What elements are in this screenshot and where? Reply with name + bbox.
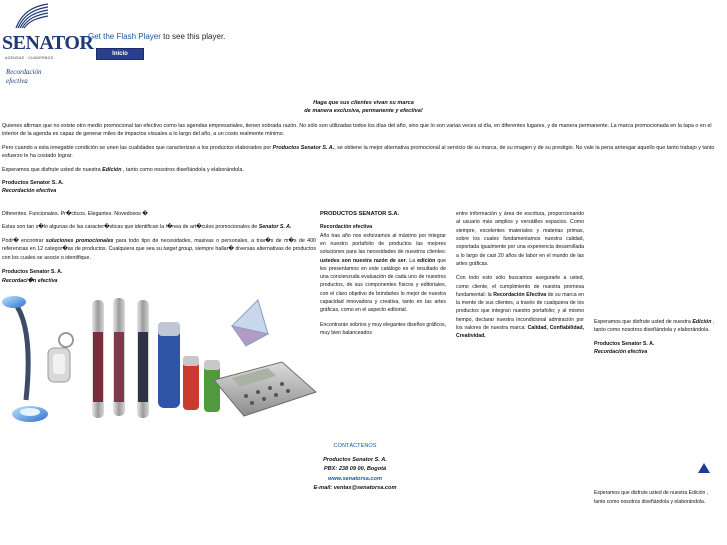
intro-p2-company: Productos Senator S. A.	[272, 144, 335, 151]
desk-lamp-icon	[2, 296, 48, 422]
right-column	[456, 210, 584, 341]
contact-pbx: PBX: 238 09 00, Bogotá	[323, 466, 387, 473]
right-paragraph-2	[456, 274, 584, 341]
contact-website-link[interactable]: www.senatorsa.com	[328, 475, 382, 482]
left-column	[2, 210, 316, 285]
middle-subtitle: Recordación efectiva	[320, 224, 373, 231]
logo-tagline: Recordación efectiva	[6, 68, 42, 86]
logo-swoosh-icon	[12, 2, 52, 32]
far2-line-2: tanto como nosotros diseñándola y elaborándola.	[594, 498, 706, 505]
headline-line-1: Haga que sus clientes vivan su marca	[313, 100, 414, 106]
intro-paragraph-3	[2, 166, 724, 174]
far-right-column	[594, 318, 725, 357]
intro-p3-edition: Edición	[102, 166, 122, 173]
far-p1-text-a: Esperamos que disfrute usted de nuestra	[594, 319, 693, 325]
right-p2-effective: Recordación Efectiva	[493, 291, 547, 298]
left-features-line: Diferentes. Funcionales. Pr�cticos. Elegantes. Novedosos �	[2, 211, 148, 217]
far-right-lower	[594, 489, 725, 507]
inicio-button[interactable]: Inicio	[96, 48, 144, 60]
contact-link[interactable]: CONTÁCTENOS	[333, 443, 377, 449]
left-p2-company: Senator S. A.	[258, 224, 292, 231]
right-paragraph-1: entre información y área de escritura, proporcionando al usuario más amplios y versátiles espacios. Como siempre, excelentes materiales y materias primas, sobre los cuales fundamentamos nuestra calidad, soportada igualmente por una experiencia desarrollada a lo largo de casi 20 años de labor en el mundo de las artes gráficas.	[456, 211, 584, 267]
middle-paragraph-1	[320, 232, 446, 315]
left-p3-text-c: para todo tipo de necesidades, masivas o personales, a trav�s de m�s de 400 referencias en 12 categor�as de productos. Cualquiera que sea su	[2, 237, 316, 253]
left-p2-text-a: Estas son tan s�lo algunas de las caracter�sticas que identifican la l�nea de art�culos promocionales de	[2, 224, 259, 231]
flash-notice	[88, 32, 225, 43]
intro-paragraph-2	[2, 144, 724, 161]
middle-p1-edition: edición	[417, 257, 436, 264]
far-p1-edition: Edición	[692, 319, 712, 325]
right-p2-text-c: de su marca en la mente de sus clientes, a través de cualquiera de los productos que integran nuestro portafolio; y al mismo tiempo, declarar nuestra incondicional admiración por los valores de nuestra marca:	[456, 291, 584, 332]
glass-pyramid-icon	[232, 300, 268, 346]
contact-block	[280, 442, 430, 493]
left-p3-text-e: , siempre hallar� diversas alternativas de productos con los cuales se asocie o identifique.	[2, 246, 316, 261]
middle-paragraph-2: Encontrarán sobrios y muy elegantes diseños gráficos, muy bien balanceados	[320, 321, 447, 337]
flash-notice-text: to see this player.	[160, 32, 226, 41]
left-p3-solutions: soluciones promocionales	[45, 237, 114, 244]
right-p2-values: Calidad, Confiabilidad, Creatividad.	[456, 325, 584, 340]
headline-line-2: de manera exclusiva, permanente y efectiva!	[304, 107, 423, 114]
left-paragraph-3	[2, 237, 316, 262]
middle-p1-reason: ustedes son nuestra razón de ser	[320, 257, 406, 264]
far-signature-tagline: Recordación efectiva	[594, 349, 648, 356]
intro-p3-text-c: , tanto como nosotros diseñándola y elaborándola.	[121, 166, 244, 173]
intro-signature-company: Productos Senator S. A.	[2, 179, 64, 186]
intro-p3-text-a: Esperamos que disfrute usted de nuestra	[2, 166, 103, 173]
far-p1-text-c: , tanto como nosotros diseñándola y elaborándola.	[594, 319, 715, 334]
middle-p1-text-a: Año tras año nos esforzamos al máximo por integrar en nuestro portafolio de productos las mejores soluciones para las necesidades de nuestros clientes:	[320, 232, 446, 256]
logo-brand: SENATOR	[2, 32, 94, 54]
logo-subtitle: AGENDAS · CUADERNOS	[5, 56, 54, 60]
left-signature-company: Productos Senator S. A.	[2, 269, 63, 276]
left-signature-tagline: Recordaci�n efectiva	[2, 277, 58, 284]
senator-logo[interactable]	[2, 2, 94, 86]
middle-p1-text-c: . La	[405, 257, 418, 264]
pens-icon	[92, 298, 149, 418]
intro-paragraph-1: Quienes afirman que no existe otro medio promocional tan efectivo como las agendas empresariales, tienen sobrada razón. No sólo son utilizadas todos los días del año, sino que lo son varias veces al día, en diferentes lugares, y de manera permanente. La marca promocionada en la tapa o en el interior de la agenda es capaz de generar miles de impactos visuales a lo largo del año, a un costo realmente mínimo.	[2, 123, 712, 138]
right-p2-text-a: Con todo esto sólo buscamos asegurarle a usted, como cliente, el cumplimiento de nuestra promesa fundamental: la	[456, 275, 584, 298]
contact-email[interactable]: E-mail: ventas@senatorsa.com	[313, 484, 397, 491]
left-p3-target: target group	[163, 246, 193, 253]
calculator-icon	[214, 362, 316, 416]
scroll-to-top-icon[interactable]	[698, 463, 710, 473]
middle-title: PRODUCTOS SENATOR S.A.	[320, 211, 400, 217]
promotional-products-image	[0, 292, 318, 432]
get-flash-player-link[interactable]: Get the Flash Player	[88, 32, 161, 41]
far-signature-company: Productos Senator S. A.	[594, 340, 655, 347]
left-p3-text-a: Podr� encontrar	[2, 237, 46, 244]
intro-p2-text-c: , se obtiene la mejor alternativa promocional al servicio de su marca, de su imagen y de su prestigio. No vale la pena arriesgar aquello que tanto trabajo y tanto esfuerzo le ha costado lograr.	[2, 144, 715, 160]
middle-column	[320, 210, 446, 337]
contact-company: Productos Senator S. A.	[323, 457, 387, 464]
intro-section	[2, 122, 724, 196]
keychain-icon	[48, 333, 73, 382]
far-paragraph	[594, 318, 725, 335]
intro-signature-tagline: Recordación efectiva	[2, 188, 57, 195]
headline	[0, 100, 727, 115]
thermos-icon	[158, 322, 220, 412]
middle-p1-text-e: que les presentamos en este catálogo es el resultado de una concienzuda evaluación de cada uno de nuestros productos, de sus componentes físicos y editoriales, con el claro objetivo de brindarles lo mejor de nuestra capacidad innovadora y creativa, tanto en las artes gráficas, como en el aspecto editorial.	[320, 257, 446, 314]
left-paragraph-2	[2, 223, 316, 231]
far2-line-1: Esperamos que disfrute usted de nuestra Edición ,	[594, 490, 709, 496]
intro-p2-text-a: Pero cuando a esta innegable condición se unen las cualidades que caracterizan a los productos elaborados por	[2, 144, 273, 151]
